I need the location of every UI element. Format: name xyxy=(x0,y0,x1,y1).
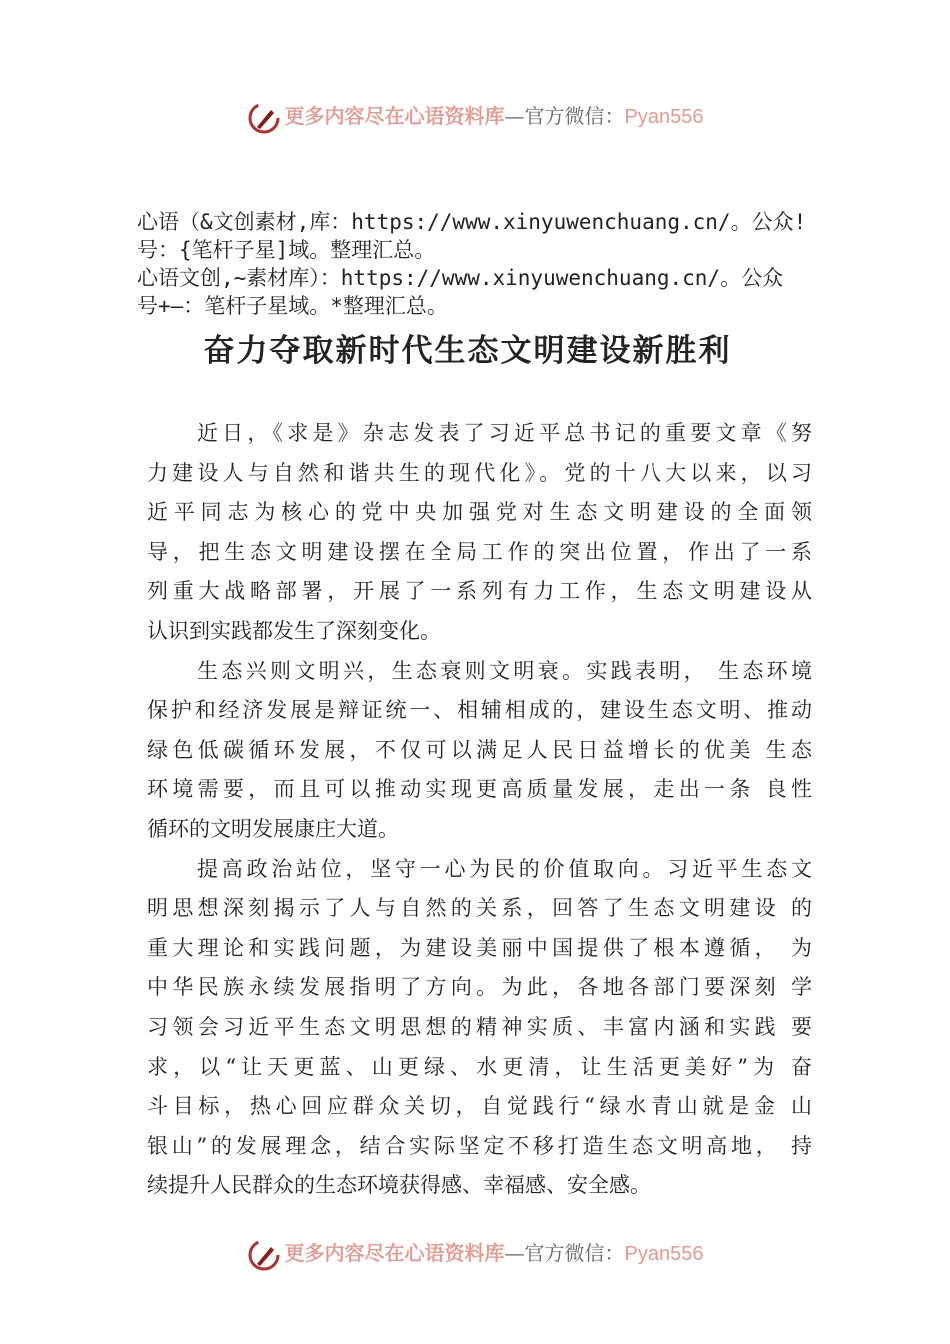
source-line: 号：{笔杆子星]域。整理汇总。 xyxy=(137,238,436,262)
paragraph-line: 银山”的发展理念，结合实际坚定不移打造生态文明高地， 持 xyxy=(147,1133,812,1158)
header-watermark-banner xyxy=(0,98,950,134)
source-line: 号+—：笔杆子星域。*整理汇总。 xyxy=(137,294,448,318)
banner-wechat-id: Pyan556 xyxy=(624,106,704,128)
paragraph-line: 绿色低碳循环发展，不仅可以满足人民日益增长的优美 生态 xyxy=(147,737,812,762)
paragraph-line: 认识到实践都发生了深刻变化。 xyxy=(147,618,441,643)
banner-grey-text: —官方微信： xyxy=(504,1241,625,1265)
banner-wechat-id: Pyan556 xyxy=(624,1243,704,1265)
paragraph-line: 环境需要，而且可以推动实现更高质量发展，走出一条 良性 xyxy=(147,777,812,802)
paragraph-line: 列重大战略部署，开展了一系列有力工作，生态文明建设从 xyxy=(147,579,812,604)
paragraph xyxy=(147,850,812,1206)
paragraph-line: 明思想深刻揭示了人与自然的关系，回答了生态文明建设 的 xyxy=(147,896,812,921)
pen-logo-icon xyxy=(247,1238,281,1272)
banner-grey-text: —官方微信： xyxy=(504,104,625,128)
paragraph-line: 生态兴则文明兴，生态衰则文明衰。实践表明， 生态环境 xyxy=(197,658,812,683)
paragraph-line: 习领会习近平生态文明思想的精神实质、丰富内涵和实践 要 xyxy=(147,1014,812,1039)
banner-red-text: 更多内容尽在心语资料库 xyxy=(284,1241,505,1265)
paragraph-line: 重大理论和实践问题，为建设美丽中国提供了根本遵循， 为 xyxy=(147,935,812,960)
paragraph-line: 力建设人与自然和谐共生的现代化》。党的十八大以来，以习 xyxy=(147,460,812,485)
footer-watermark-banner xyxy=(0,1235,950,1271)
paragraph-line: 续提升人民群众的生态环境获得感、幸福感、安全感。 xyxy=(147,1173,651,1198)
paragraph-line: 求，以“让天更蓝、山更绿、水更清，让生活更美好”为 奋 xyxy=(147,1054,812,1079)
paragraph-line: 近平同志为核心的党中央加强党对生态文明建设的全面领 xyxy=(147,500,812,525)
document-title: 奋力夺取新时代生态文明建设新胜利 xyxy=(203,333,732,369)
paragraph-line: 提高政治站位，坚守一心为民的价值取向。习近平生态文 xyxy=(197,856,812,881)
paragraph xyxy=(147,652,812,850)
paragraph-line: 斗目标，热心回应群众关切，自觉践行“绿水青山就是金 山 xyxy=(147,1094,812,1119)
paragraph xyxy=(147,414,812,652)
paragraph-line: 中华民族永续发展指明了方向。为此，各地各部门要深刻 学 xyxy=(147,975,812,1000)
source-line: 心语（&文创素材,库：https://www.xinyuwenchuang.cn/。公众! xyxy=(137,210,807,234)
document-body xyxy=(147,414,812,1206)
paragraph-line: 近日，《求是》杂志发表了习近平总书记的重要文章《努 xyxy=(197,421,812,445)
paragraph-line: 循环的文明发展康庄大道。 xyxy=(147,816,399,841)
paragraph-line: 导，把生态文明建设摆在全局工作的突出位置，作出了一系 xyxy=(147,539,812,564)
banner-red-text: 更多内容尽在心语资料库 xyxy=(284,104,505,128)
pen-logo-icon xyxy=(247,101,281,135)
source-notice xyxy=(137,208,806,320)
source-line: 心语文创,~素材库）：https://www.xinyuwenchuang.cn/。公众 xyxy=(137,266,784,290)
paragraph-line: 保护和经济发展是辩证统一、相辅相成的，建设生态文明、推动 xyxy=(147,698,812,723)
